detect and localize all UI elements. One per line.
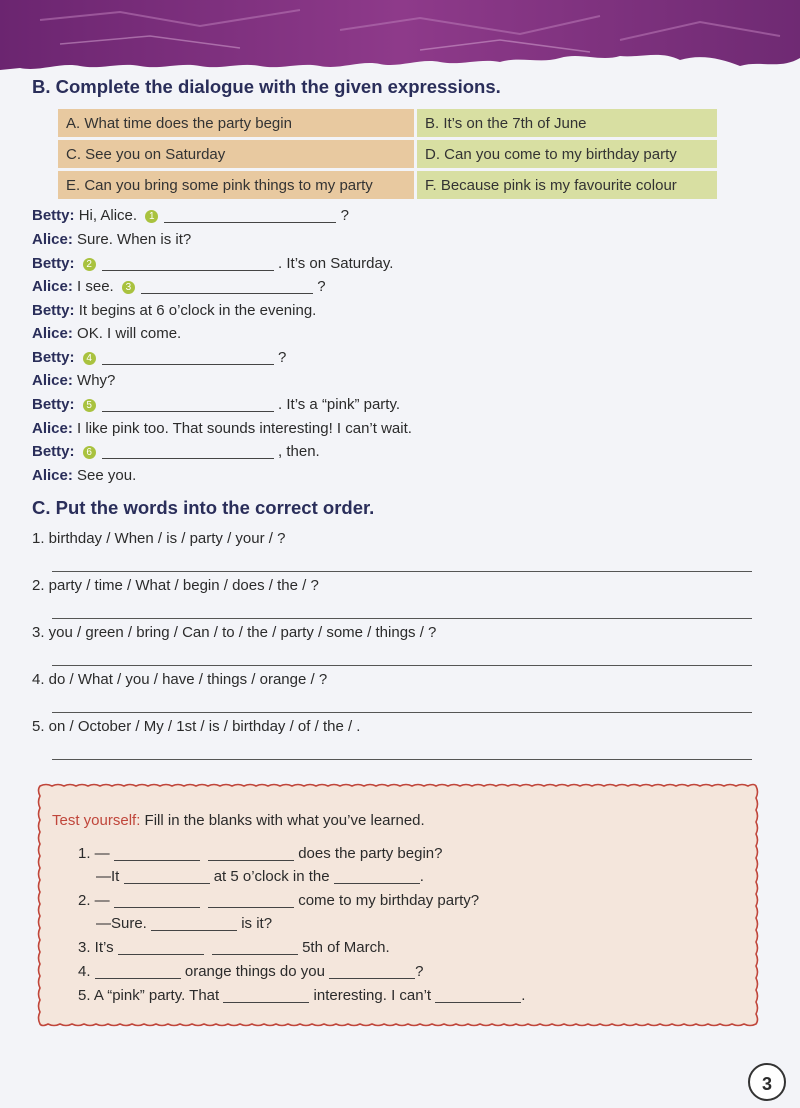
number-badge: 3 — [122, 281, 135, 294]
dialogue-text: OK. I will come. — [77, 325, 182, 342]
answer-line[interactable] — [52, 712, 752, 713]
answer-blank[interactable] — [102, 442, 274, 459]
answer-line[interactable] — [52, 665, 752, 666]
test-line-3 — [78, 938, 390, 956]
expression-c: C. See you on Saturday — [58, 140, 414, 168]
dialogue-line — [32, 465, 136, 487]
dialogue-text: ? — [317, 278, 326, 295]
section-c-title: C. Put the words into the correct order. — [32, 497, 375, 518]
dialogue-text: Why? — [77, 372, 116, 389]
dialogue-text: Hi, Alice. — [78, 207, 138, 224]
test-text: —Sure. — [96, 915, 147, 932]
test-text: does the party begin? — [298, 845, 443, 862]
test-text: orange things do you — [184, 963, 325, 980]
test-text: at 5 o’clock in the — [213, 868, 330, 885]
order-item: 1. birthday / When / is / party / your / ? — [32, 530, 286, 547]
test-blank[interactable] — [114, 891, 200, 908]
expression-f: F. Because pink is my favourite colour — [414, 171, 717, 199]
number-badge: 5 — [83, 399, 96, 412]
order-item: 5. on / October / My / 1st / is / birthday / of / the / . — [32, 718, 361, 735]
dialogue-line — [32, 253, 393, 275]
number-badge: 2 — [83, 258, 96, 271]
test-text: ? — [415, 963, 424, 980]
answer-line[interactable] — [52, 759, 752, 760]
test-text: interesting. I can’t — [313, 987, 432, 1004]
test-line-4 — [78, 962, 423, 980]
test-instruction: Fill in the blanks with what you’ve learned. — [144, 812, 425, 829]
test-text: is it? — [241, 915, 273, 932]
number-badge: 4 — [83, 352, 96, 365]
test-text: . — [419, 868, 424, 885]
dialogue-text: I see. — [77, 278, 114, 295]
dialogue-line — [32, 205, 349, 227]
speaker: Betty: — [32, 207, 75, 224]
test-blank[interactable] — [114, 844, 200, 861]
dialogue-text: See you. — [77, 467, 137, 484]
line-number: 2. — — [78, 892, 110, 909]
page-number: 3 — [748, 1063, 786, 1101]
dialogue-line — [32, 229, 191, 251]
speaker: Alice: — [32, 325, 73, 342]
answer-blank[interactable] — [102, 254, 274, 271]
expression-b: B. It’s on the 7th of June — [414, 109, 717, 137]
dialogue-line — [32, 394, 400, 416]
dialogue-line — [32, 441, 320, 463]
test-line-1 — [78, 844, 442, 862]
speaker: Betty: — [32, 349, 75, 366]
dialogue-text: . It’s on Saturday. — [278, 255, 394, 272]
test-line-1b — [96, 867, 424, 885]
dialogue-line — [32, 276, 326, 298]
number-badge: 6 — [83, 446, 96, 459]
dialogue-line — [32, 347, 286, 369]
test-text: come to my birthday party? — [298, 892, 480, 909]
test-blank[interactable] — [124, 867, 210, 884]
dialogue-text: ? — [340, 207, 349, 224]
order-item: 2. party / time / What / begin / does / the / ? — [32, 577, 319, 594]
speaker: Alice: — [32, 467, 73, 484]
speaker: Betty: — [32, 396, 75, 413]
number-badge: 1 — [145, 210, 158, 223]
order-item: 4. do / What / you / have / things / orange / ? — [32, 671, 328, 688]
dialogue-line — [32, 370, 115, 392]
speaker: Alice: — [32, 420, 73, 437]
dialogue-text: It begins at 6 o’clock in the evening. — [78, 302, 317, 319]
dialogue-text: Sure. When is it? — [77, 231, 192, 248]
test-text: 3. It’s — [78, 939, 114, 956]
answer-blank[interactable] — [164, 206, 336, 223]
test-text: 5. A “pink” party. That — [78, 987, 220, 1004]
expressions-row — [58, 171, 717, 199]
test-line-2 — [78, 891, 479, 909]
header-banner — [0, 0, 800, 78]
test-blank[interactable] — [118, 938, 204, 955]
test-text: 5th of March. — [302, 939, 390, 956]
test-blank[interactable] — [334, 867, 420, 884]
dialogue-line — [32, 418, 412, 440]
answer-blank[interactable] — [141, 277, 313, 294]
line-number: 1. — — [78, 845, 110, 862]
test-blank[interactable] — [95, 962, 181, 979]
dialogue-text: ? — [278, 349, 287, 366]
test-blank[interactable] — [435, 986, 521, 1003]
speaker: Alice: — [32, 231, 73, 248]
dialogue-line — [32, 300, 316, 322]
dialogue-text: , then. — [278, 443, 320, 460]
test-line-5 — [78, 986, 525, 1004]
test-blank[interactable] — [223, 986, 309, 1003]
expressions-table — [58, 106, 717, 202]
answer-line[interactable] — [52, 571, 752, 572]
expressions-row — [58, 140, 717, 168]
answer-blank[interactable] — [102, 348, 274, 365]
test-blank[interactable] — [151, 914, 237, 931]
test-header — [52, 812, 425, 829]
order-item: 3. you / green / bring / Can / to / the / party / some / things / ? — [32, 624, 437, 641]
speaker: Alice: — [32, 372, 73, 389]
test-blank[interactable] — [212, 938, 298, 955]
test-text: —It — [96, 868, 120, 885]
test-blank[interactable] — [208, 891, 294, 908]
dialogue-text: I like pink too. That sounds interesting! I can’t wait. — [77, 420, 412, 437]
section-b-title: B. Complete the dialogue with the given expressions. — [32, 76, 501, 97]
expressions-row — [58, 109, 717, 137]
test-label: Test yourself: — [52, 812, 141, 829]
test-line-2b — [96, 914, 272, 932]
dialogue-text: . It’s a “pink” party. — [278, 396, 401, 413]
speaker: Betty: — [32, 302, 75, 319]
speaker: Betty: — [32, 255, 75, 272]
test-blank[interactable] — [208, 844, 294, 861]
expression-d: D. Can you come to my birthday party — [414, 140, 717, 168]
expression-a: A. What time does the party begin — [58, 109, 414, 137]
speaker: Betty: — [32, 443, 75, 460]
answer-line[interactable] — [52, 618, 752, 619]
test-blank[interactable] — [329, 962, 415, 979]
speaker: Alice: — [32, 278, 73, 295]
dialogue-line — [32, 323, 181, 345]
expression-e: E. Can you bring some pink things to my party — [58, 171, 414, 199]
answer-blank[interactable] — [102, 395, 274, 412]
test-text: 4. — [78, 963, 91, 980]
test-text: . — [521, 987, 526, 1004]
